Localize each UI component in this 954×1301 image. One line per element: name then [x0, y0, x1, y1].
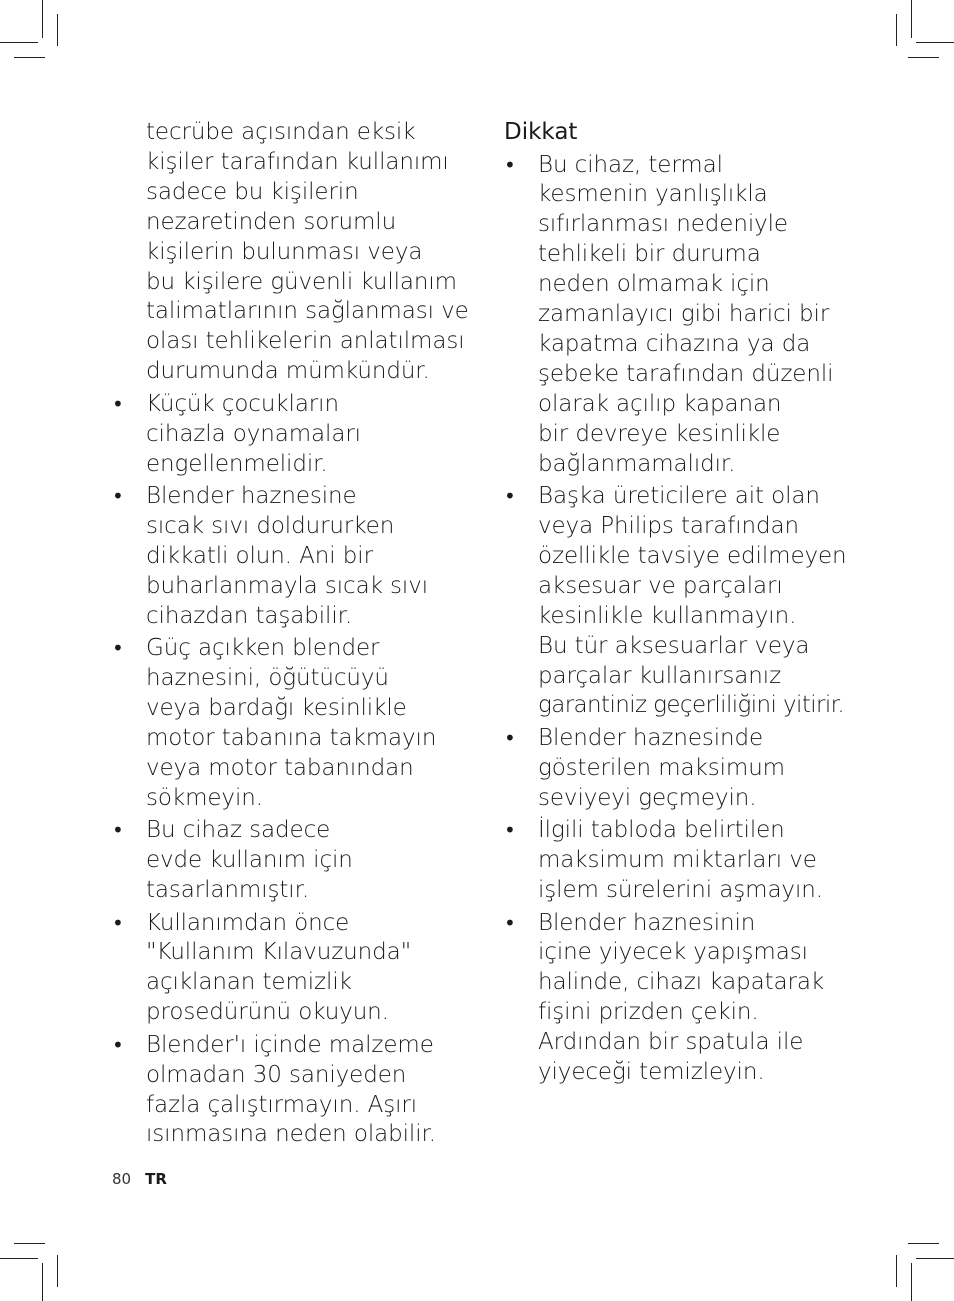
list-item: [112, 482, 457, 632]
text-line: "Kullanım Kılavuzunda": [146, 939, 412, 966]
text-line: seviyeyi geçmeyin.: [538, 784, 757, 811]
text-line: aksesuar ve parçaları: [538, 572, 783, 599]
text-line: açıklanan temizlik: [146, 969, 352, 996]
text-line: Blender haznesinde: [538, 724, 764, 751]
text-line: olmadan 30 saniyeden: [146, 1061, 407, 1088]
text-line: Küçük çocukların: [146, 390, 339, 417]
text-line: Blender haznesinin: [538, 909, 756, 936]
text-line: Ardından bir spatula ile: [538, 1029, 804, 1056]
text-line: Başka üreticilere ait olan: [538, 483, 820, 510]
text-line: Bu cihaz sadece: [146, 817, 331, 844]
crop-mark: [916, 1258, 954, 1259]
list-item: [504, 151, 844, 480]
crop-mark: [0, 42, 38, 43]
text-line: olası tehlikelerin anlatılması: [146, 328, 465, 355]
text-line: sıcak sıvı doldururken: [146, 512, 395, 539]
text-line: fazla çalıştırmayın. Aşırı: [146, 1091, 418, 1118]
list-item: [112, 1031, 457, 1151]
text-line: prosedürünü okuyun.: [146, 999, 389, 1026]
bullet-icon: •: [504, 818, 516, 843]
bullet-icon: •: [112, 636, 124, 661]
text-line: engellenmelidir.: [146, 450, 328, 477]
right-column: [504, 118, 847, 1088]
text-line: maksimum miktarları ve: [538, 847, 817, 874]
text-line: motor tabanına takmayın: [146, 724, 437, 751]
crop-mark: [57, 1255, 58, 1287]
bullet-icon: •: [504, 484, 516, 509]
text-line: İlgili tabloda belirtilen: [538, 817, 785, 844]
bullet-icon: •: [504, 725, 516, 750]
bullet-icon: •: [112, 910, 124, 935]
crop-mark: [14, 57, 45, 58]
text-line: evde kullanım için: [146, 847, 353, 874]
crop-mark: [42, 1263, 43, 1301]
list-item: [504, 816, 844, 906]
text-line: zamanlayıcı gibi harici bir: [538, 301, 830, 328]
text-line: kapatma cihazına ya da: [538, 330, 811, 357]
page-number: 80: [112, 1170, 132, 1188]
bullet-icon: •: [112, 484, 124, 509]
text-line: bir devreye kesinlikle: [538, 420, 781, 447]
text-line: bağlanmamalıdır.: [538, 450, 736, 477]
bullet-icon: •: [504, 910, 516, 935]
text-line: Güç açıkken blender: [146, 635, 380, 662]
bullet-icon: •: [112, 391, 124, 416]
text-line: Bu tür aksesuarlar veya: [538, 632, 810, 659]
bullet-icon: •: [112, 818, 124, 843]
text-line: Bu cihaz, termal: [538, 151, 723, 178]
text-line: şebeke tarafından düzenli: [538, 360, 834, 387]
text-line: olarak açılıp kapanan: [538, 390, 782, 417]
text-line: veya Philips tarafından: [538, 512, 799, 539]
text-line: cihazdan taşabilir.: [146, 602, 353, 629]
crop-mark: [908, 57, 939, 58]
list-item: [112, 390, 457, 480]
list-item: [112, 816, 457, 906]
text-line: ısınmasına neden olabilir.: [146, 1121, 436, 1148]
crop-mark: [0, 1258, 38, 1259]
text-line: veya bardağı kesinlikle: [146, 695, 407, 721]
text-line: Blender haznesine: [146, 483, 357, 510]
bullet-icon: •: [112, 1032, 124, 1057]
text-line: gösterilen maksimum: [538, 754, 785, 781]
text-line: yiyeceği temizleyin.: [538, 1059, 765, 1086]
text-line: tecrübe açısından eksik: [146, 119, 416, 145]
text-line: Blender'ı içinde malzeme: [146, 1031, 434, 1058]
text-line: tasarlanmıştır.: [146, 877, 310, 904]
crop-mark: [42, 0, 43, 38]
text-line: parçalar kullanırsanız: [538, 662, 782, 689]
text-line: sökmeyin.: [146, 784, 263, 811]
list-item: [504, 482, 847, 721]
text-line: kişilerin bulunması veya: [146, 238, 423, 265]
text-line: kesinlikle kullanmayın.: [538, 602, 797, 629]
text-line: kesmenin yanlışlıkla: [538, 181, 768, 208]
bullet-icon: •: [504, 152, 516, 177]
list-item: [504, 909, 844, 1088]
section-heading: Dikkat: [504, 119, 578, 145]
text-line: neden olmamak için: [538, 271, 770, 298]
crop-mark: [14, 1243, 45, 1244]
text-line: veya motor tabanından: [146, 754, 414, 781]
text-line: nezaretinden sorumlu: [146, 208, 397, 235]
text-line: dikkatli olun. Ani bir: [146, 542, 373, 569]
crop-mark: [908, 1243, 939, 1244]
crop-mark: [916, 42, 954, 43]
text-line: fişini prizden çekin.: [538, 999, 759, 1026]
text-line: kişiler tarafından kullanımı: [146, 148, 449, 175]
text-line: garantiniz geçerliliğini yitirir.: [538, 692, 845, 719]
text-line: Kullanımdan önce: [146, 909, 350, 936]
text-line: talimatlarının sağlanması ve: [146, 298, 469, 325]
text-line: bu kişilere güvenli kullanım: [146, 268, 457, 295]
text-line: özellikle tavsiye edilmeyen: [538, 542, 847, 569]
text-line: tehlikeli bir duruma: [538, 241, 761, 268]
page-footer: [112, 1170, 167, 1188]
crop-mark: [896, 14, 897, 46]
text-line: sadece bu kişilerin: [146, 178, 359, 205]
left-column: [112, 118, 469, 1150]
list-item: [504, 724, 844, 814]
crop-mark: [57, 14, 58, 46]
crop-mark: [896, 1255, 897, 1287]
text-line: halinde, cihazı kapatarak: [538, 969, 825, 996]
text-line: içine yiyecek yapışması: [538, 939, 808, 966]
crop-mark: [911, 0, 912, 38]
text-line: buharlanmayla sıcak sıvı: [146, 572, 428, 599]
text-line: durumunda mümkündür.: [146, 358, 430, 385]
text-line: işlem sürelerini aşmayın.: [538, 877, 823, 904]
list-item: [112, 634, 457, 813]
list-item: [112, 909, 457, 1029]
crop-mark: [911, 1263, 912, 1301]
continuation-paragraph: [112, 118, 469, 387]
text-line: haznesini, öğütücüyü: [146, 665, 389, 692]
language-code: TR: [145, 1170, 167, 1188]
text-line: sıfırlanması nedeniyle: [538, 211, 788, 238]
text-line: cihazla oynamaları: [146, 420, 361, 447]
